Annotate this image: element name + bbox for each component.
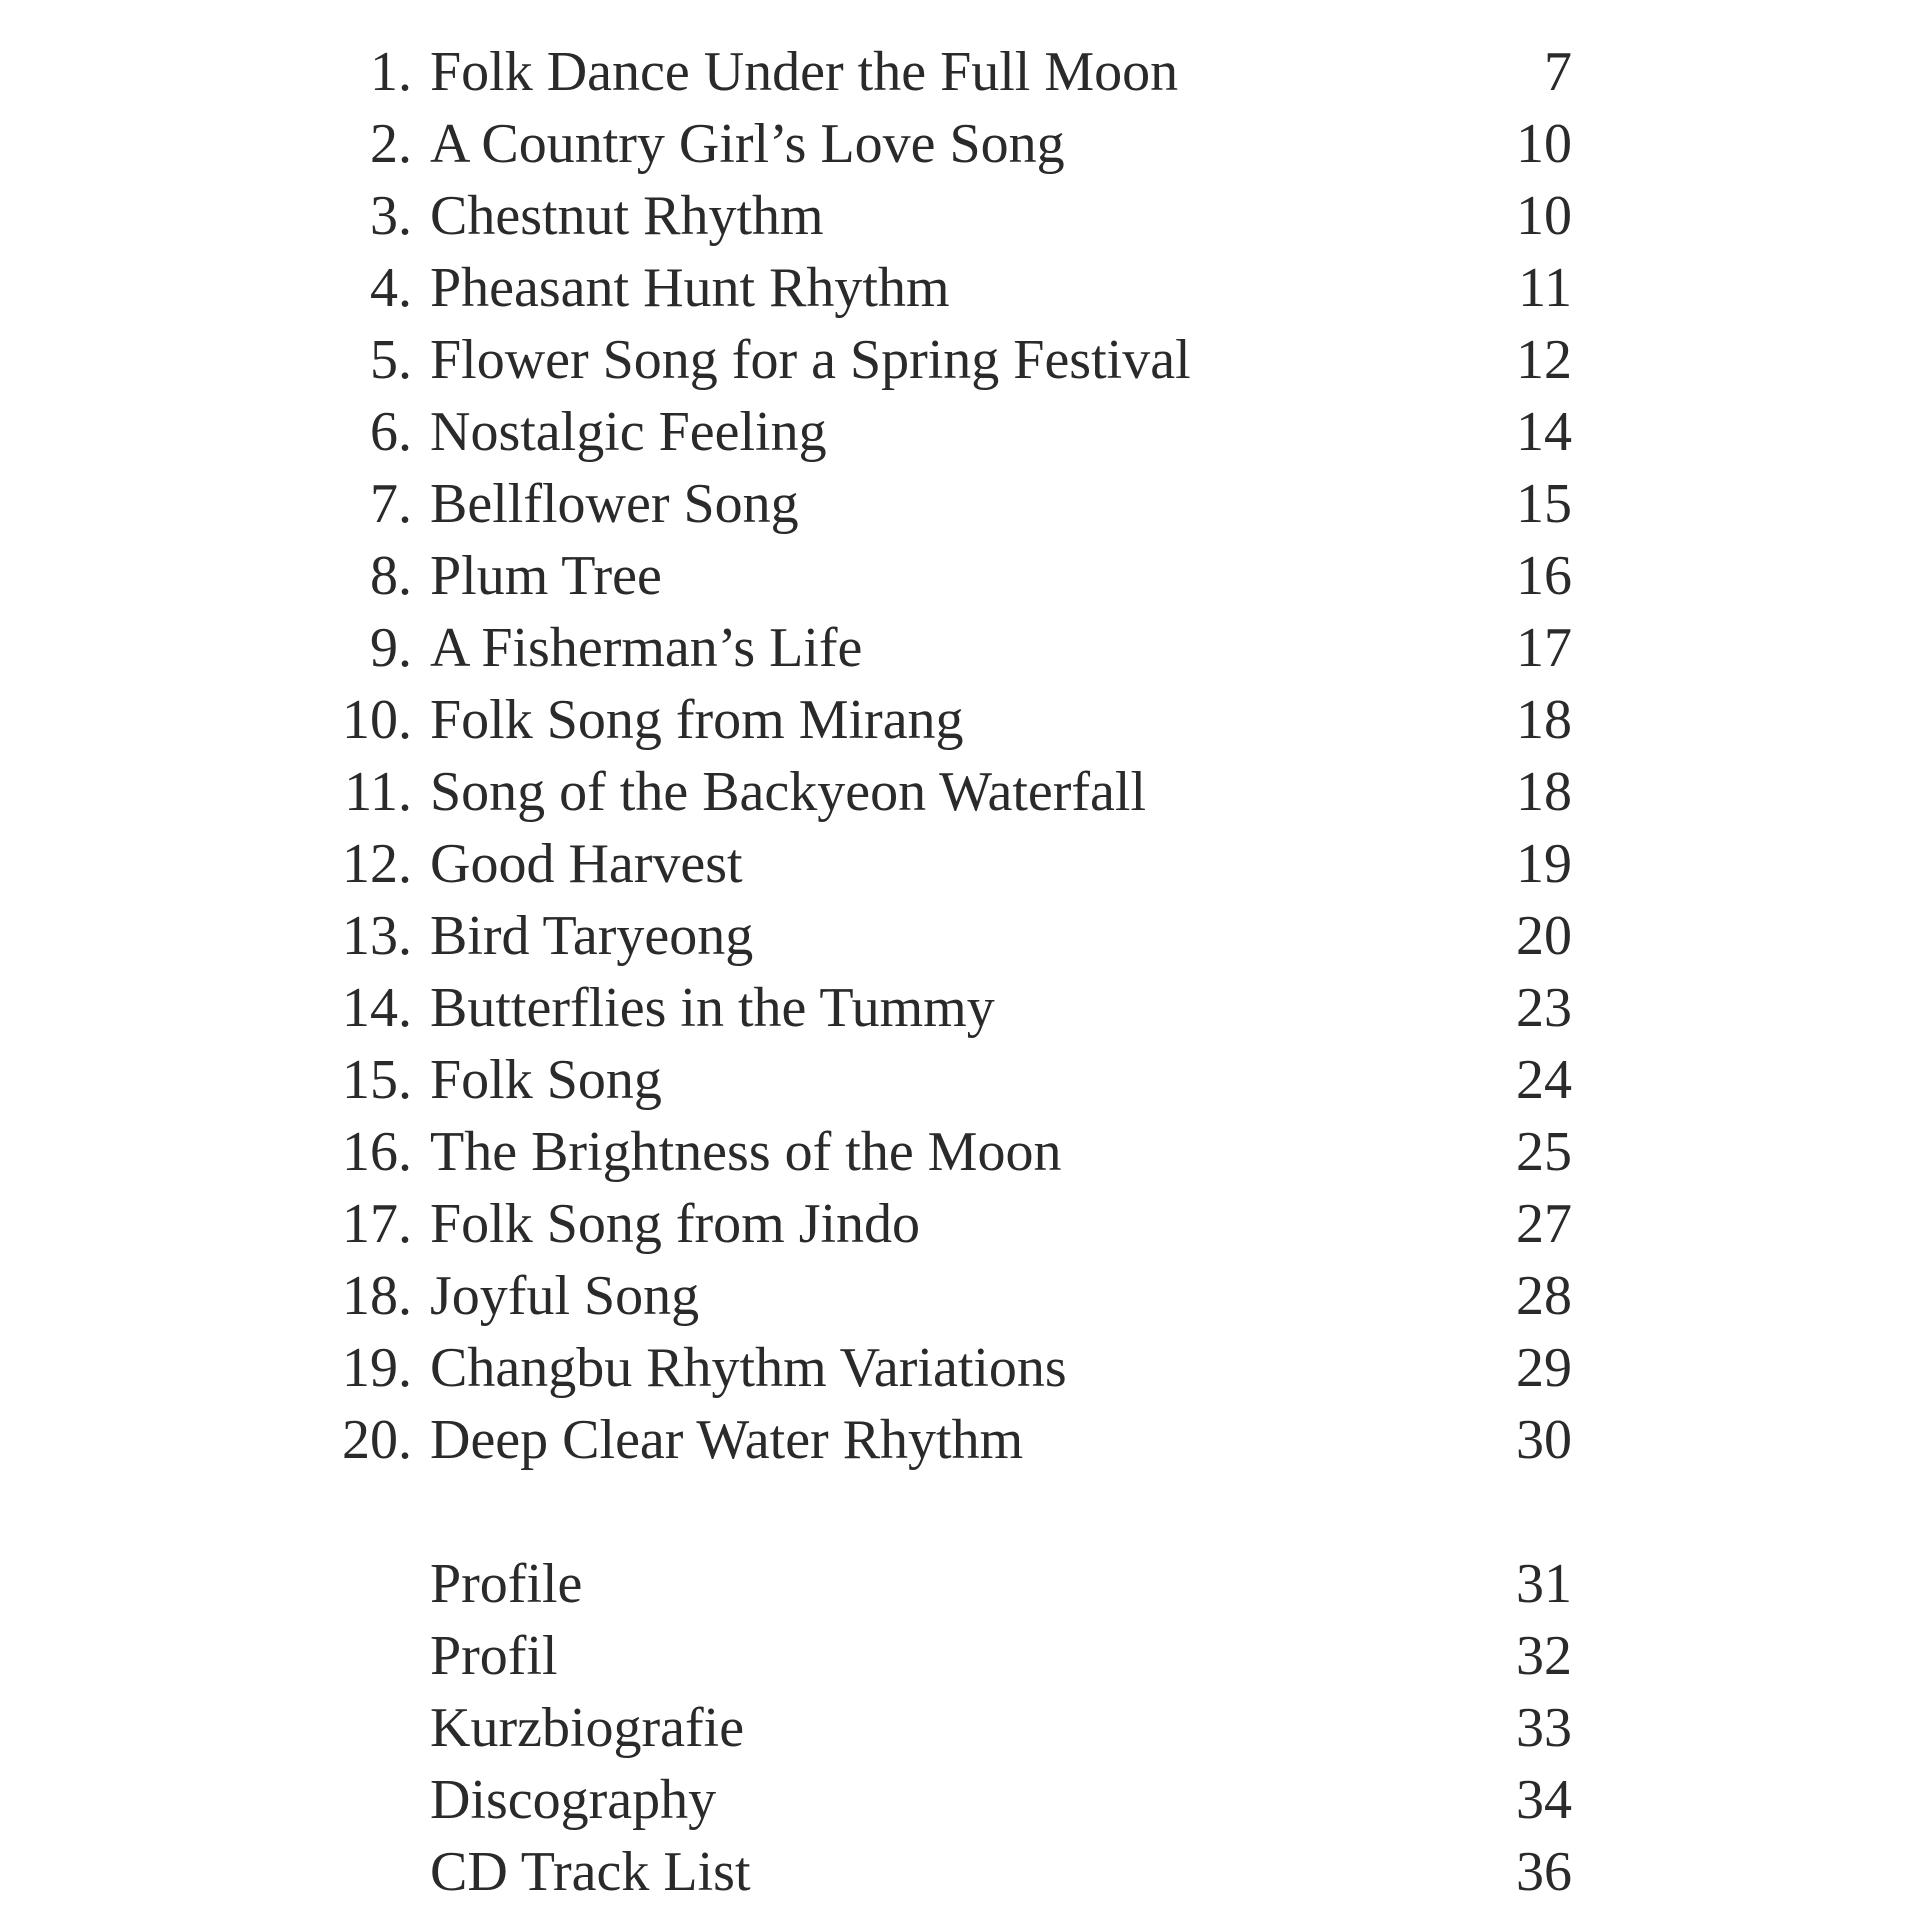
toc-extra-title: CD Track List [430,1841,751,1903]
toc-entry-number: 6. [370,401,412,463]
toc-entry-page: 30 [1516,1409,1572,1471]
toc-extra-page: 34 [1516,1769,1572,1831]
toc-entry-title: Folk Song from Jindo [430,1193,921,1255]
toc-entry [0,540,1920,612]
toc-extra-entry [0,1764,1920,1836]
toc-entry-title: Pheasant Hunt Rhythm [430,257,950,319]
toc-entry [0,468,1920,540]
toc-entry-page: 25 [1516,1121,1572,1183]
toc-entry-number: 14. [342,977,412,1039]
toc-entry [0,1260,1920,1332]
toc-entry-number: 7. [370,473,412,535]
toc-entry-number: 20. [342,1409,412,1471]
toc-entry-number: 16. [342,1121,412,1183]
toc-entry-title: Plum Tree [430,545,662,607]
toc-entry-number: 5. [370,329,412,391]
toc-entry-page: 7 [1544,41,1572,103]
toc-entry-number: 3. [370,185,412,247]
toc-entry [0,252,1920,324]
toc-entry-title: Deep Clear Water Rhythm [430,1409,1024,1471]
toc-entry-title: Song of the Backyeon Waterfall [430,761,1147,823]
toc-entry-page: 19 [1516,833,1572,895]
toc-entry-title: Good Harvest [430,833,743,895]
toc-entry-page: 10 [1516,185,1572,247]
toc-entry-page: 28 [1516,1265,1572,1327]
toc-entry [0,1404,1920,1476]
toc-entry-number: 17. [342,1193,412,1255]
toc-entry [0,396,1920,468]
toc-entry-title: Changbu Rhythm Variations [430,1337,1067,1399]
toc-extra-entry [0,1692,1920,1764]
toc-entry-title: Joyful Song [430,1265,700,1327]
toc-entry-page: 29 [1516,1337,1572,1399]
toc-entry-title: Nostalgic Feeling [430,401,827,463]
toc-entry-page: 12 [1516,329,1572,391]
toc-entry [0,900,1920,972]
toc-entry [0,756,1920,828]
toc-entry-number: 15. [342,1049,412,1111]
toc-entry-title: Folk Dance Under the Full Moon [430,41,1179,103]
toc-entry-number: 2. [370,113,412,175]
toc-entry-number: 1. [370,41,412,103]
toc-entry [0,1044,1920,1116]
toc-entry-number: 4. [370,257,412,319]
toc-entry-title: Chestnut Rhythm [430,185,824,247]
toc-extra-entry [0,1620,1920,1692]
toc-entry [0,324,1920,396]
toc-entry-page: 17 [1516,617,1572,679]
toc-entry-title: Flower Song for a Spring Festival [430,329,1191,391]
toc-entry-number: 11. [344,761,412,823]
toc-entry-title: Bellflower Song [430,473,799,535]
toc-entry-page: 18 [1516,689,1572,751]
toc-extra-title: Discography [430,1769,717,1831]
toc-entry [0,684,1920,756]
toc-entry-title: The Brightness of the Moon [430,1121,1062,1183]
toc-entry [0,828,1920,900]
toc-extra-entry [0,1548,1920,1620]
toc-entry-title: Butterflies in the Tummy [430,977,995,1039]
toc-entry [0,612,1920,684]
toc-entry [0,180,1920,252]
toc-entry-number: 13. [342,905,412,967]
toc-extra-entry [0,1836,1920,1908]
toc-entry [0,36,1920,108]
toc-entry [0,1332,1920,1404]
toc-entry-page: 10 [1516,113,1572,175]
toc-extra-title: Profile [430,1553,583,1615]
toc-entry-number: 12. [342,833,412,895]
toc-entry-title: Bird Taryeong [430,905,754,967]
toc-extra-title: Profil [430,1625,558,1687]
toc-entry-page: 24 [1516,1049,1572,1111]
toc-entry-number: 19. [342,1337,412,1399]
toc-entry [0,972,1920,1044]
toc-entry-page: 14 [1516,401,1572,463]
toc-entry-page: 18 [1516,761,1572,823]
toc-entry-number: 10. [342,689,412,751]
toc-entry-title: Folk Song [430,1049,662,1111]
toc-entry-title: A Country Girl’s Love Song [430,113,1065,175]
toc-entry-number: 8. [370,545,412,607]
toc-entry [0,108,1920,180]
toc-entry-title: A Fisherman’s Life [430,617,863,679]
toc-entry-page: 20 [1516,905,1572,967]
toc-extra-page: 31 [1516,1553,1572,1615]
toc-extra-page: 36 [1516,1841,1572,1903]
toc-entry-page: 23 [1516,977,1572,1039]
toc-entry-page: 11 [1518,257,1572,319]
toc-entry-number: 18. [342,1265,412,1327]
toc-extra-title: Kurzbiografie [430,1697,745,1759]
toc-entry-page: 27 [1516,1193,1572,1255]
toc-entry [0,1188,1920,1260]
toc-entry-number: 9. [370,617,412,679]
toc-extra-page: 33 [1516,1697,1572,1759]
toc-entry [0,1116,1920,1188]
toc-entry-page: 15 [1516,473,1572,535]
toc-extra-page: 32 [1516,1625,1572,1687]
toc-entry-page: 16 [1516,545,1572,607]
toc-entry-title: Folk Song from Mirang [430,689,964,751]
